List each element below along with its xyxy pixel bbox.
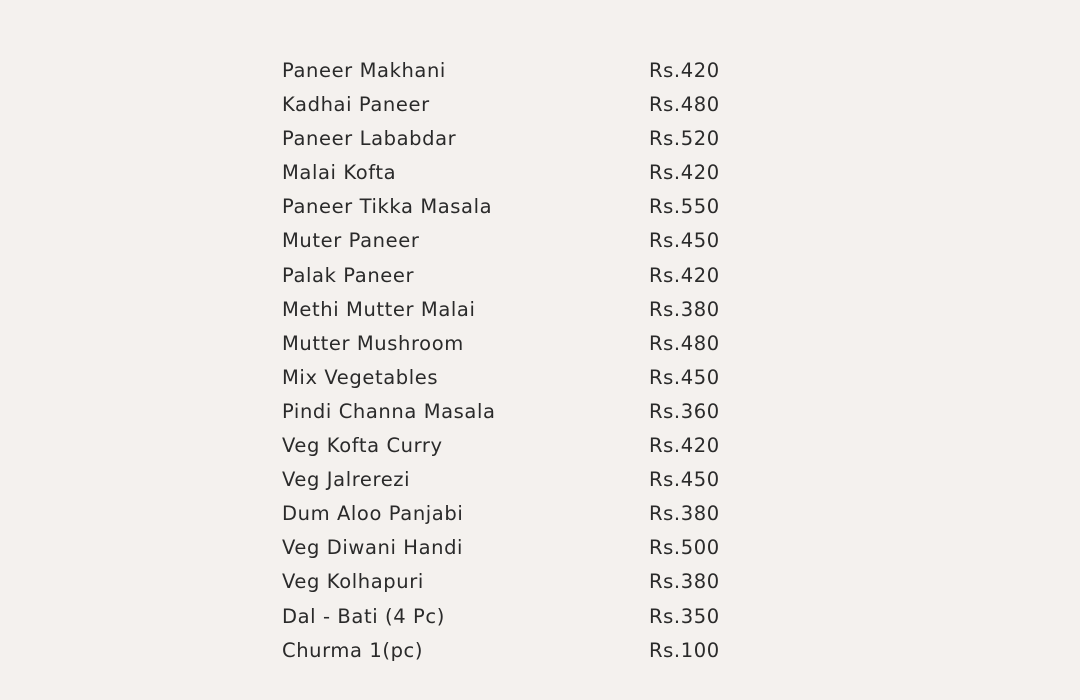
menu-item-price: Rs.380 (649, 297, 720, 321)
menu-item-name: Pindi Channa Masala (282, 399, 496, 423)
menu-item-price: Rs.500 (649, 536, 720, 560)
menu-item-name: Paneer Tikka Masala (282, 195, 493, 219)
menu-item (282, 295, 742, 329)
menu-item-name: Malai Kofta (282, 161, 397, 185)
menu-item-name: Kadhai Paneer (282, 93, 430, 117)
menu-item (282, 533, 742, 567)
menu-item (282, 431, 742, 465)
menu-item-price: Rs.480 (649, 331, 720, 355)
menu-item (282, 158, 742, 192)
menu-item-price: Rs.100 (649, 638, 720, 662)
menu-item-price: Rs.350 (649, 604, 720, 628)
menu-item (282, 192, 742, 226)
menu-item-price: Rs.420 (649, 434, 720, 458)
menu-item-name: Veg Kolhapuri (282, 570, 424, 594)
menu-item-name: Veg Jalrerezi (282, 468, 411, 492)
menu-item-name: Methi Mutter Malai (282, 297, 476, 321)
menu-item (282, 329, 742, 363)
menu-item-name: Palak Paneer (282, 263, 415, 287)
menu-item (282, 636, 742, 670)
menu-item (282, 363, 742, 397)
menu-item (282, 465, 742, 499)
menu-item-price: Rs.450 (649, 229, 720, 253)
menu-item-name: Paneer Makhani (282, 59, 446, 82)
menu-item-price: Rs.420 (649, 263, 720, 287)
menu-item-price: Rs.380 (649, 502, 720, 526)
menu-list (282, 56, 742, 670)
menu-item (282, 261, 742, 295)
menu-item (282, 397, 742, 431)
menu-item-price: Rs.420 (649, 59, 720, 82)
menu-item-price: Rs.480 (649, 93, 720, 117)
menu-item (282, 602, 742, 636)
menu-item-name: Paneer Lababdar (282, 127, 457, 151)
menu-item-name: Veg Diwani Handi (282, 536, 464, 560)
menu-item-price: Rs.360 (649, 399, 720, 423)
menu-item-name: Dal - Bati (4 Pc) (282, 604, 445, 628)
menu-item-name: Dum Aloo Panjabi (282, 502, 464, 526)
menu-item-price: Rs.520 (649, 127, 720, 151)
menu-item-name: Muter Paneer (282, 229, 420, 253)
menu-item (282, 90, 742, 124)
menu-item-name: Mutter Mushroom (282, 331, 464, 355)
menu-item (282, 56, 742, 90)
menu-item-price: Rs.550 (649, 195, 720, 219)
menu-item (282, 226, 742, 260)
menu-item-price: Rs.420 (649, 161, 720, 185)
menu-item (282, 124, 742, 158)
menu-item (282, 499, 742, 533)
menu-item-name: Churma 1(pc) (282, 638, 424, 662)
menu-item-name: Mix Vegetables (282, 365, 439, 389)
menu-item-price: Rs.380 (649, 570, 720, 594)
menu-item (282, 567, 742, 601)
menu-item-name: Veg Kofta Curry (282, 434, 443, 458)
menu-item-price: Rs.450 (649, 365, 720, 389)
menu-item-price: Rs.450 (649, 468, 720, 492)
